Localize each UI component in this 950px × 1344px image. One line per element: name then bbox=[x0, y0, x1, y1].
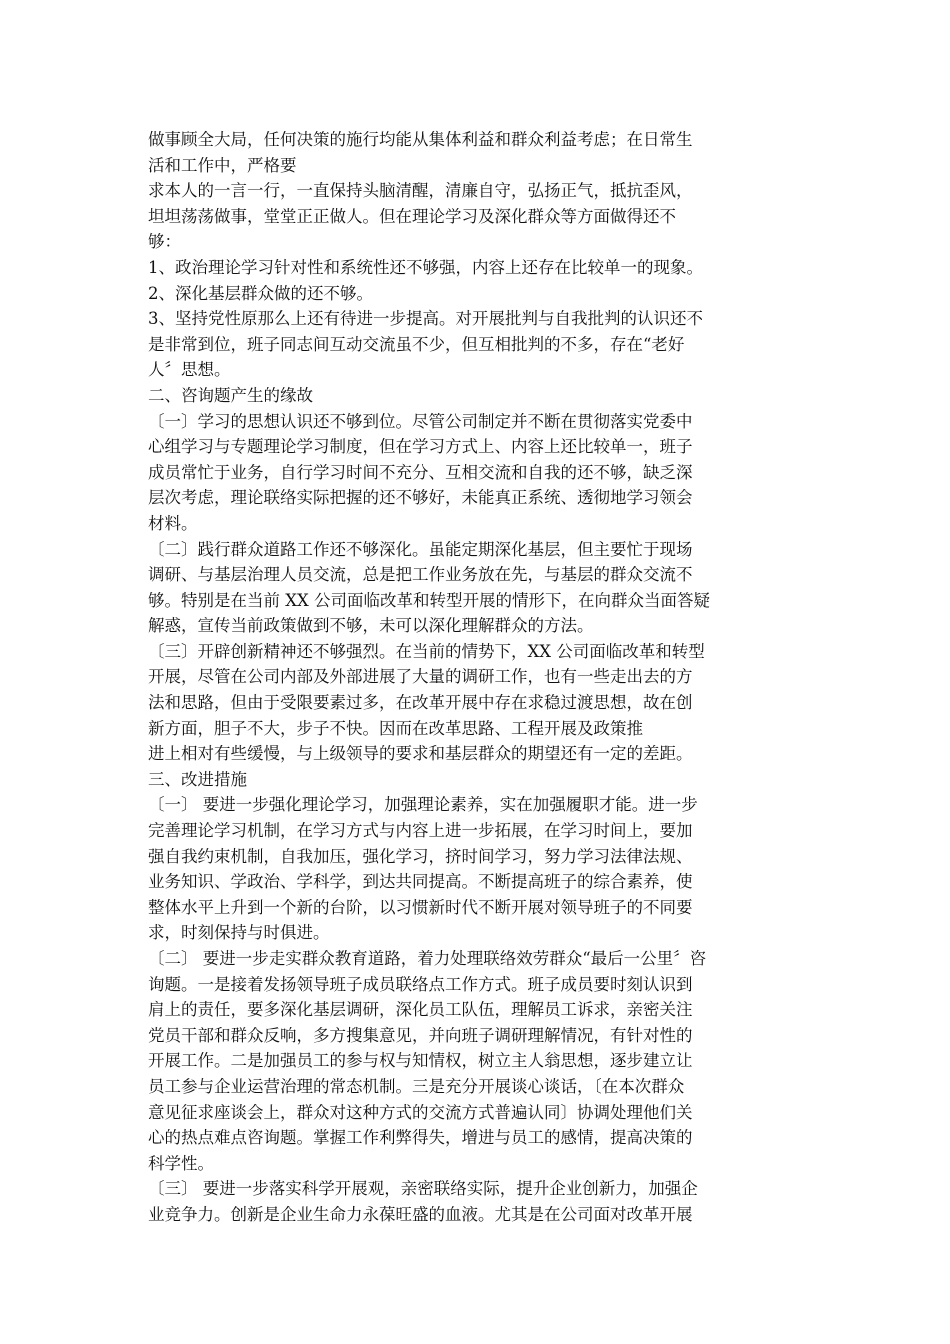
text-line: 〔一〕 要进一步强化理论学习，加强理论素养，实在加强履职才能。进一步 bbox=[148, 795, 698, 815]
text-line: 成员常忙于业务，自行学习时间不充分、互相交流和自我的还不够，缺乏深 bbox=[148, 462, 693, 482]
text-line: 强自我约束机制，自我加压，强化学习，挤时间学习，努力学习法律法规、 bbox=[148, 846, 693, 866]
text-line: 解惑，宣传当前政策做到不够，未可以深化理解群众的方法。 bbox=[148, 616, 594, 636]
document-body bbox=[148, 127, 808, 1228]
text-line: 求，时刻保持与时俱进。 bbox=[148, 923, 330, 943]
list-item: 2、深化基层群众做的还不够。 bbox=[148, 283, 373, 303]
text-line: 够。特别是在当前 XX 公司面临改革和转型开展的情形下，在向群众当面答疑 bbox=[148, 590, 710, 610]
text-line: 坦坦荡荡做事，堂堂正正做人。但在理论学习及深化群众等方面做得还不 bbox=[148, 206, 676, 226]
text-line: 员工参与企业运营治理的常态机制。三是充分开展谈心谈话，〔在本次群众 bbox=[148, 1076, 685, 1096]
text-line: 层次考虑，理论联络实际把握的还不够好，未能真正系统、透彻地学习领会 bbox=[148, 488, 693, 508]
text-line: 意见征求座谈会上，群众对这种方式的交流方式普遍认同〕协调处理他们关 bbox=[148, 1102, 693, 1122]
text-line: 心组学习与专题理论学习制度，但在学习方式上、内容上还比较单一，班子 bbox=[148, 437, 693, 457]
text-line: 活和工作中，严格要 bbox=[148, 155, 297, 175]
text-line: 材料。 bbox=[148, 513, 198, 533]
text-line: 完善理论学习机制，在学习方式与内容上进一步拓展，在学习时间上，要加 bbox=[148, 821, 693, 841]
text-line: 够： bbox=[148, 232, 181, 252]
text-line: 是非常到位，班子同志间互动交流虽不少，但互相批判的不多，存在“老好 bbox=[148, 334, 685, 354]
text-line: 〔二〕践行群众道路工作还不够深化。虽能定期深化基层，但主要忙于现场 bbox=[148, 539, 693, 559]
list-item: 1、政治理论学习针对性和系统性还不够强，内容上还存在比较单一的现象。 bbox=[148, 257, 703, 277]
text-line: 开展，尽管在公司内部及外部进展了大量的调研工作，也有一些走出去的方 bbox=[148, 667, 693, 687]
text-line: 整体水平上升到一个新的台阶，以习惯新时代不断开展对领导班子的不同要 bbox=[148, 897, 693, 917]
text-line: 〔三〕开辟创新精神还不够强烈。在当前的情势下，XX 公司面临改革和转型 bbox=[148, 641, 705, 661]
text-line: 做事顾全大局，任何决策的施行均能从集体利益和群众利益考虑；在日常生 bbox=[148, 130, 693, 149]
text-line: 〔二〕 要进一步走实群众教育道路，着力处理联络效劳群众“最后一公里〞咨 bbox=[148, 949, 707, 968]
text-line: 业竞争力。创新是企业生命力永葆旺盛的血液。尤其是在公司面对改革开展 bbox=[148, 1204, 693, 1224]
text-line: 询题。一是接着发扬领导班子成员联络点工作方式。班子成员要时刻认识到 bbox=[148, 974, 693, 994]
text-line: 党员干部和群众反响，多方搜集意见，并向班子调研理解情况，有针对性的 bbox=[148, 1025, 693, 1045]
text-line: 〔一〕学习的思想认识还不够到位。尽管公司制定并不断在贯彻落实党委中 bbox=[148, 411, 693, 431]
text-line: 业务知识、学政治、学科学，到达共同提高。不断提高班子的综合素养，使 bbox=[148, 872, 693, 892]
section-heading: 三、改进措施 bbox=[148, 769, 247, 789]
text-line: 求本人的一言一行，一直保持头脑清醒，清廉自守，弘扬正气，抵抗歪风， bbox=[148, 181, 693, 201]
text-line: 进上相对有些缓慢，与上级领导的要求和基层群众的期望还有一定的差距。 bbox=[148, 744, 693, 764]
section-heading: 二、咨询题产生的缘故 bbox=[148, 385, 313, 405]
list-item: 3、坚持党性原那么上还有待进一步提高。对开展批判与自我批判的认识还不 bbox=[148, 309, 703, 329]
text-line: 开展工作。二是加强员工的参与权与知情权，树立主人翁思想，逐步建立让 bbox=[148, 1051, 693, 1071]
text-line: 法和思路，但由于受限要素过多，在改革开展中存在求稳过渡思想，故在创 bbox=[148, 693, 693, 713]
text-line: 心的热点难点咨询题。掌握工作利弊得失，增进与员工的感情，提高决策的 bbox=[148, 1128, 693, 1148]
text-line: 肩上的责任，要多深化基层调研，深化员工队伍，理解员工诉求，亲密关注 bbox=[148, 1000, 693, 1020]
text-line: 〔三〕 要进一步落实科学开展观，亲密联络实际，提升企业创新力，加强企 bbox=[148, 1179, 698, 1199]
text-line: 调研、与基层治理人员交流，总是把工作业务放在先，与基层的群众交流不 bbox=[148, 565, 693, 585]
text-line: 科学性。 bbox=[148, 1153, 214, 1173]
text-line: 新方面，胆子不大，步子不快。因而在改革思路、工程开展及政策推 bbox=[148, 718, 643, 738]
text-line: 人〞思想。 bbox=[148, 360, 231, 380]
